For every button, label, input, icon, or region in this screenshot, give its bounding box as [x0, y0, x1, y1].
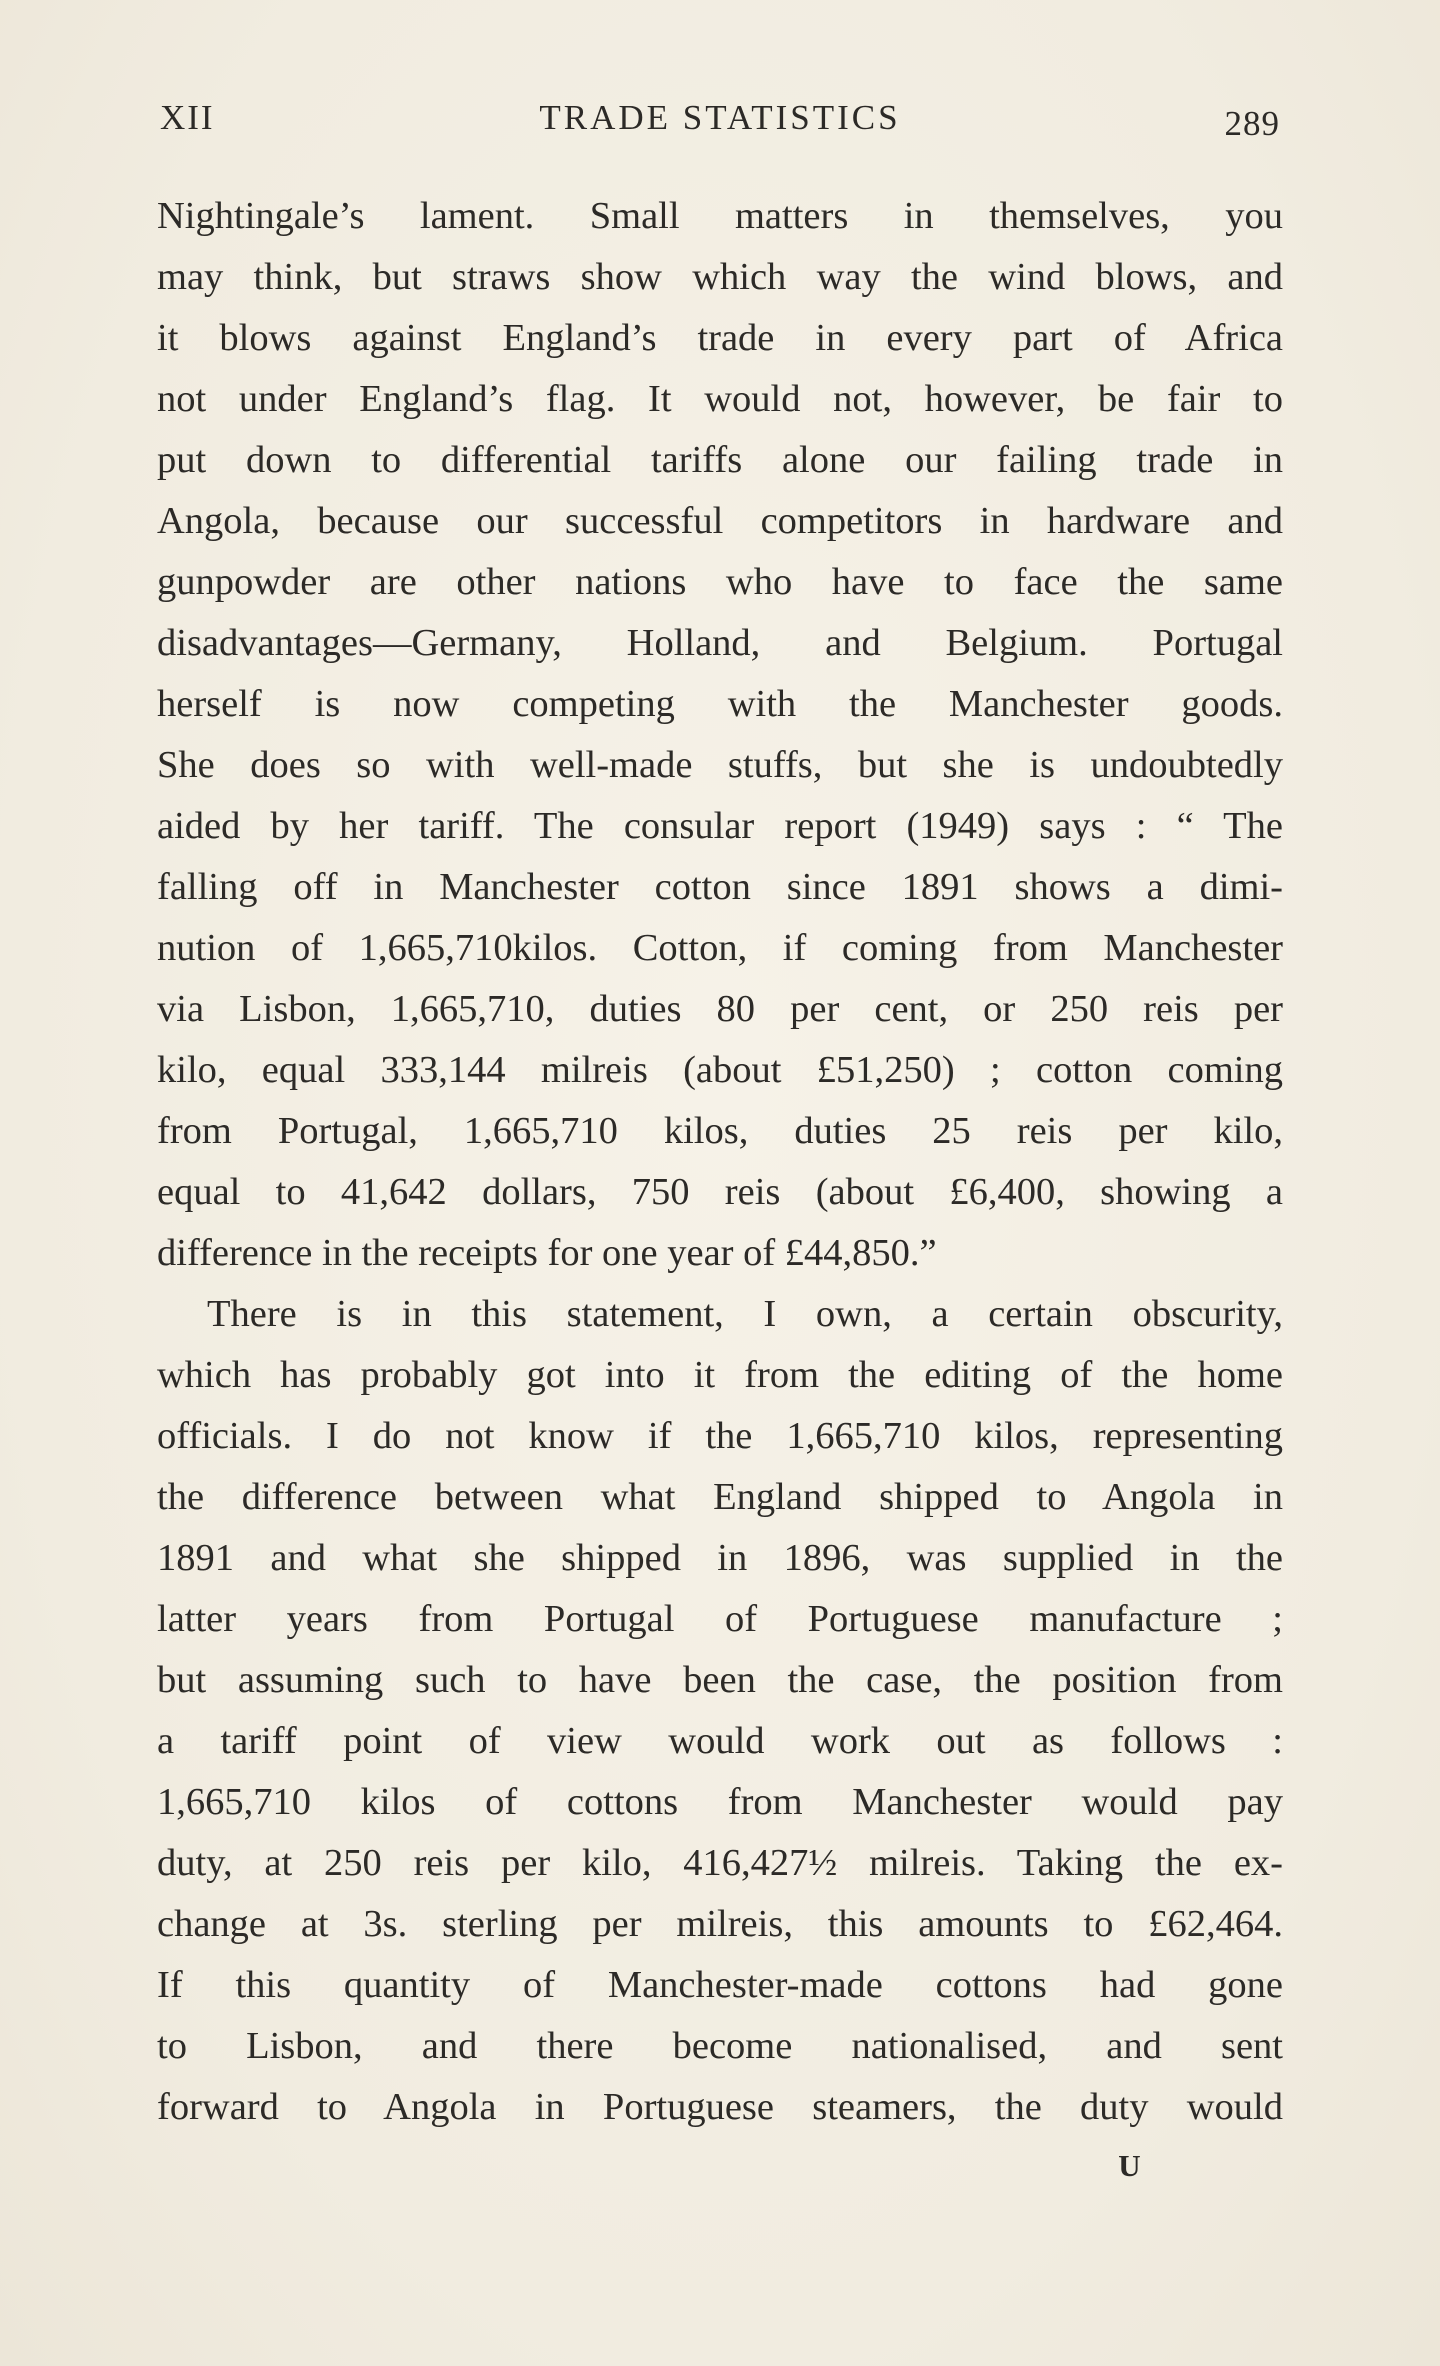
body-text [157, 186, 1283, 2138]
text-line: nution of 1,665,710kilos. Cotton, if coming from Manchester [157, 927, 1283, 969]
running-head [160, 98, 1280, 148]
text-line: forward to Angola in Portuguese steamers, the duty would [157, 2086, 1283, 2128]
text-line: She does so with well-made stuffs, but she is undoubtedly [157, 744, 1283, 786]
text-line: may think, but straws show which way the wind blows, and [157, 256, 1283, 298]
paragraph-end-line: difference in the receipts for one year of £44,850.” [157, 1232, 937, 1274]
text-line: disadvantages—Germany, Holland, and Belgium. Portugal [157, 622, 1283, 664]
signature-mark: U [1118, 2148, 1142, 2183]
text-line: falling off in Manchester cotton since 1891 shows a dimi- [157, 866, 1283, 908]
text-line: 1,665,710 kilos of cottons from Manchester would pay [157, 1781, 1283, 1823]
text-line: duty, at 250 reis per kilo, 416,427½ milreis. Taking the ex- [157, 1842, 1283, 1884]
text-line: kilo, equal 333,144 milreis (about £51,250) ; cotton coming [157, 1049, 1283, 1091]
text-line: to Lisbon, and there become nationalised, and sent [157, 2025, 1283, 2067]
running-title: TRADE STATISTICS [539, 98, 901, 137]
text-line: aided by her tariff. The consular report (1949) says : “ The [157, 805, 1283, 847]
text-line: but assuming such to have been the case, the position from [157, 1659, 1283, 1701]
text-line: herself is now competing with the Manchester goods. [157, 683, 1283, 725]
text-line: If this quantity of Manchester-made cottons had gone [157, 1964, 1283, 2006]
text-line: Angola, because our successful competitors in hardware and [157, 500, 1283, 542]
text-line: via Lisbon, 1,665,710, duties 80 per cent, or 250 reis per [157, 988, 1283, 1030]
text-line: the difference between what England shipped to Angola in [157, 1476, 1283, 1518]
text-line: equal to 41,642 dollars, 750 reis (about £6,400, showing a [157, 1171, 1283, 1213]
text-line: not under England’s flag. It would not, however, be fair to [157, 378, 1283, 420]
text-line: latter years from Portugal of Portuguese manufacture ; [157, 1598, 1283, 1640]
paragraph-start-line: There is in this statement, I own, a certain obscurity, [207, 1293, 1283, 1335]
text-line: gunpowder are other nations who have to face the same [157, 561, 1283, 603]
text-line: it blows against England’s trade in every part of Africa [157, 317, 1283, 359]
text-line: put down to differential tariffs alone our failing trade in [157, 439, 1283, 481]
text-line: officials. I do not know if the 1,665,710 kilos, representing [157, 1415, 1283, 1457]
page-number: 289 [1224, 104, 1280, 143]
text-line: change at 3s. sterling per milreis, this amounts to £62,464. [157, 1903, 1283, 1945]
text-line: a tariff point of view would work out as follows : [157, 1720, 1283, 1762]
text-line: which has probably got into it from the editing of the home [157, 1354, 1283, 1396]
text-line: from Portugal, 1,665,710 kilos, duties 25 reis per kilo, [157, 1110, 1283, 1152]
text-line: 1891 and what she shipped in 1896, was supplied in the [157, 1537, 1283, 1579]
chapter-number: XII [160, 98, 215, 137]
text-line: Nightingale’s lament. Small matters in themselves, you [157, 195, 1283, 237]
